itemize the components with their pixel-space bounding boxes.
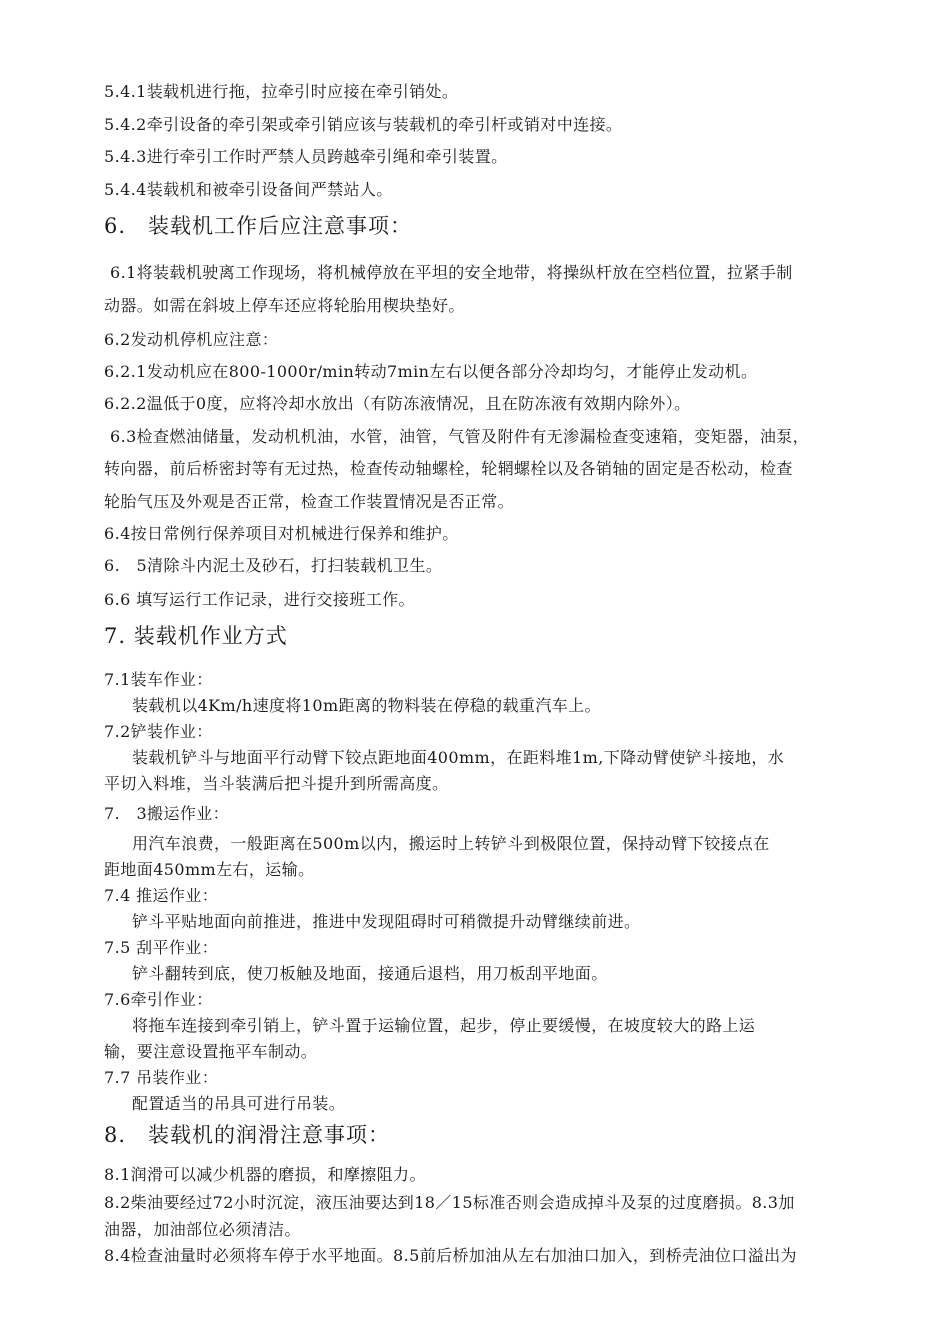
- paragraph: 配置适当的吊具可进行吊装。: [132, 1094, 346, 1113]
- paragraph: 装载机铲斗与地面平行动臂下铰点距地面400mm，在距料堆1m,下降动臂使铲斗接地，水: [132, 748, 785, 767]
- paragraph: 8.1润滑可以减少机器的磨损，和摩擦阻力。: [104, 1165, 426, 1184]
- paragraph: 平切入料堆，当斗装满后把斗提升到所需高度。: [104, 774, 449, 793]
- paragraph: 6. 5清除斗内泥土及砂石，打扫装载机卫生。: [104, 556, 443, 575]
- paragraph: 铲斗翻转到底，使刀板触及地面，接通后退档，用刀板刮平地面。: [132, 964, 608, 983]
- paragraph: 转向器，前后桥密封等有无过热，检查传动轴螺栓，轮辋螺栓以及各销轴的固定是否松动，检查: [104, 459, 793, 478]
- paragraph: 铲斗平贴地面向前推进，推进中发现阻碍时可稍微提升动臂继续前进。: [132, 912, 641, 931]
- subheading: 7.4 推运作业：: [104, 886, 219, 905]
- section-heading: 6. 装载机工作后应注意事项：: [104, 214, 413, 238]
- paragraph: 轮胎气压及外观是否正常，检查工作装置情况是否正常。: [104, 492, 515, 511]
- paragraph: 油器，加油部位必须清洁。: [104, 1220, 301, 1239]
- paragraph: 将拖车连接到牵引销上，铲斗置于运输位置，起步，停止要缓慢，在坡度较大的路上运: [132, 1016, 756, 1035]
- section-heading: 8. 装载机的润滑注意事项：: [104, 1123, 391, 1147]
- paragraph: 6.1将装载机驶离工作现场，将机械停放在平坦的安全地带，将操纵杆放在空档位置，拉紧手制: [110, 263, 793, 282]
- paragraph: 6.3检查燃油储量，发动机机油，水管，油管，气管及附件有无渗漏检查变速箱，变矩器，油泵，: [110, 427, 810, 446]
- section-heading: 7. 装载机作业方式: [104, 624, 288, 648]
- paragraph: 距地面450mm左右，运输。: [104, 860, 315, 879]
- paragraph: 5.4.3进行牵引工作时严禁人员跨越牵引绳和牵引装置。: [104, 147, 508, 166]
- paragraph: 输，要注意设置拖平车制动。: [104, 1042, 318, 1061]
- paragraph: 6.2.2温低于0度，应将冷却水放出（有防冻液情况，且在防冻液有效期内除外）。: [104, 394, 691, 413]
- paragraph: 用汽车浪费，一般距离在500m以内，搬运时上转铲斗到极限位置，保持动臂下铰接点在: [132, 834, 770, 853]
- paragraph: 动器。如需在斜坡上停车还应将轮胎用楔块垫好。: [104, 296, 465, 315]
- paragraph: 6.2.1发动机应在800-1000r/min转动7min左右以便各部分冷却均匀，才能停止发动机。: [104, 362, 758, 381]
- paragraph: 6.4按日常例行保养项目对机械进行保养和维护。: [104, 524, 459, 543]
- paragraph: 5.4.1装载机进行拖，拉牵引时应接在牵引销处。: [104, 82, 459, 101]
- paragraph: 装载机以4Km/h速度将10m距离的物料装在停稳的载重汽车上。: [132, 696, 601, 715]
- paragraph: 5.4.2牵引设备的牵引架或牵引销应该与装载机的牵引杆或销对中连接。: [104, 115, 623, 134]
- subheading: 7. 3搬运作业：: [104, 804, 230, 823]
- paragraph: 6.2发动机停机应注意：: [104, 330, 279, 349]
- subheading: 7.1装车作业：: [104, 670, 213, 689]
- subheading: 7.2铲装作业：: [104, 722, 213, 741]
- paragraph: 5.4.4装载机和被牵引设备间严禁站人。: [104, 180, 393, 199]
- paragraph: 6.6 填写运行工作记录，进行交接班工作。: [104, 590, 415, 609]
- paragraph: 8.2柴油要经过72小时沉淀，液压油要达到18／15标准否则会造成掉斗及泵的过度磨损。8.3加: [104, 1193, 795, 1212]
- paragraph: 8.4检查油量时必须将车停于水平地面。8.5前后桥加油从左右加油口加入，到桥壳油位口溢出为: [104, 1246, 797, 1265]
- subheading: 7.6牵引作业：: [104, 990, 213, 1009]
- subheading: 7.5 刮平作业：: [104, 938, 219, 957]
- subheading: 7.7 吊装作业：: [104, 1068, 219, 1087]
